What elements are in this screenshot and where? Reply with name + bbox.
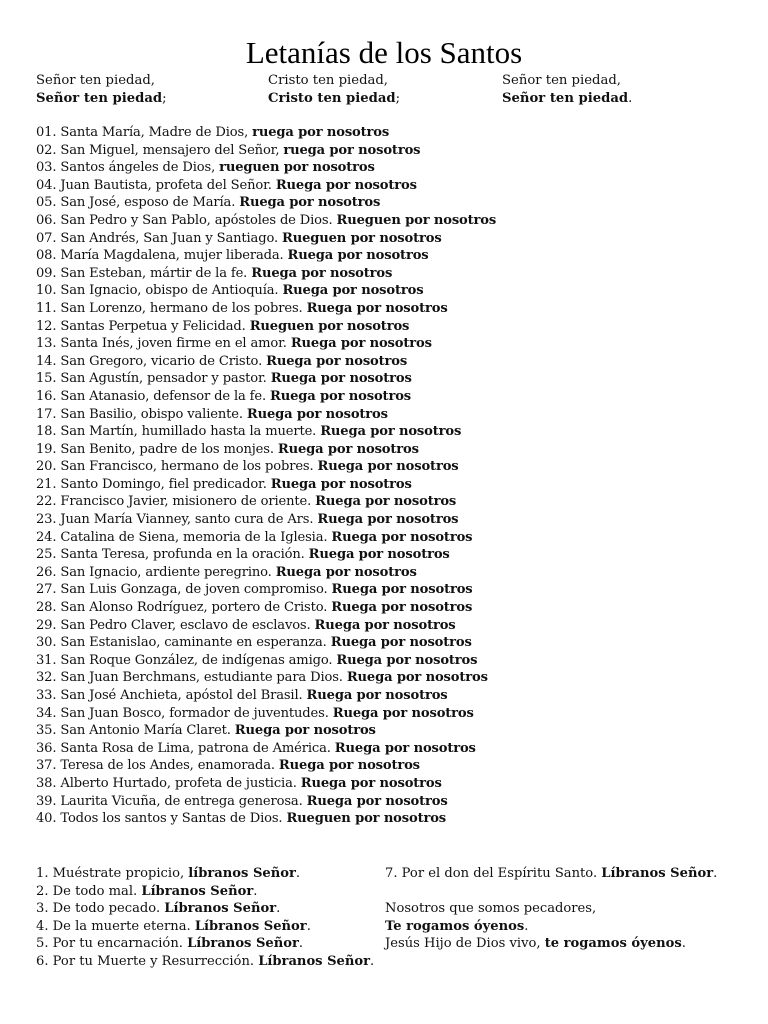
litany-response: Ruega por nosotros <box>308 547 450 563</box>
kyrie-response: Señor ten piedad <box>502 91 629 106</box>
petition-response: Líbranos Señor <box>187 936 299 952</box>
petition-text: 1. Muéstrate propicio, <box>36 866 189 881</box>
litany-response: Ruega por nosotros <box>330 635 472 651</box>
kyrie-column-1 <box>36 72 167 108</box>
spacer <box>385 883 717 901</box>
petition-response: Líbranos Señor <box>194 918 307 934</box>
litany-item <box>36 212 496 230</box>
jesus-text: Jesús Hijo de Dios vivo, <box>385 936 545 952</box>
litany-text: 12. Santas Perpetua y Felicidad. <box>36 318 250 334</box>
petition-item <box>36 900 374 918</box>
litany-item <box>36 617 496 635</box>
petition-text: 6. Por tu Muerte y Resurrección. <box>36 953 259 969</box>
petition-item <box>36 883 374 901</box>
litany-response: Ruega por nosotros <box>290 336 432 352</box>
litany-text: 10. San Ignacio, obispo de Antioquía. <box>36 283 283 299</box>
petition-punct: . <box>253 883 258 899</box>
litany-item <box>36 546 496 564</box>
litany-text: 27. San Luis Gonzaga, de joven compromiso. <box>36 582 332 598</box>
litany-response: Ruega por nosotros <box>320 424 462 440</box>
litany-text: 19. San Benito, padre de los monjes. <box>36 441 278 457</box>
litany-text: 23. Juan María Vianney, santo cura de Ars. <box>36 512 318 528</box>
litany-response: Ruega por nosotros <box>306 793 448 809</box>
litany-text: 08. María Magdalena, mujer liberada. <box>36 248 288 264</box>
litany-response: Ruega por nosotros <box>234 723 376 739</box>
litany-text: 22. Francisco Javier, misionero de oriente. <box>36 494 316 510</box>
litany-item <box>36 406 496 424</box>
litany-item <box>36 564 496 582</box>
litany-response: Rueguen por nosotros <box>249 318 410 334</box>
litany-text: 20. San Francisco, hermano de los pobres. <box>36 459 318 475</box>
litany-text: 32. San Juan Berchmans, estudiante para Dios. <box>36 670 347 686</box>
litany-item <box>36 388 496 406</box>
sinners-response-line <box>385 918 717 936</box>
litany-item <box>36 335 496 353</box>
litany-text: 26. San Ignacio, ardiente peregrino. <box>36 564 276 580</box>
litany-response: Ruega por nosotros <box>239 195 381 211</box>
petition-response: Líbranos Señor <box>601 866 714 881</box>
litany-text: 24. Catalina de Siena, memoria de la Iglesia. <box>36 529 332 545</box>
litany-item <box>36 318 496 336</box>
litany-item <box>36 669 496 687</box>
litany-text: 25. Santa Teresa, profunda en la oración. <box>36 547 309 563</box>
litany-text: 34. San Juan Bosco, formador de juventudes. <box>36 705 333 721</box>
litany-response: Rueguen por nosotros <box>336 212 497 228</box>
kyrie-call: Señor ten piedad, <box>36 73 155 88</box>
litany-item <box>36 370 496 388</box>
petition-punct: . <box>276 901 281 917</box>
page-title: Letanías de los Santos <box>245 35 523 70</box>
litany-item <box>36 353 496 371</box>
litany-text: 14. San Gregoro, vicario de Cristo. <box>36 353 267 369</box>
kyrie-response-line <box>268 90 400 108</box>
litany-item <box>36 511 496 529</box>
litany-item <box>36 740 496 758</box>
petition-item <box>36 918 374 936</box>
litany-text: 28. San Alonso Rodríguez, portero de Cristo. <box>36 600 332 616</box>
jesus-response: te rogamos óyenos <box>544 936 682 952</box>
litany-item <box>36 599 496 617</box>
litany-response: ruega por nosotros <box>252 125 390 140</box>
litany-response: Ruega por nosotros <box>331 529 473 545</box>
litany-item <box>36 810 496 828</box>
litany-item <box>36 705 496 723</box>
kyrie-punct: . <box>628 91 633 106</box>
litany-item <box>36 300 496 318</box>
litany-text: 16. San Atanasio, defensor de la fe. <box>36 388 271 404</box>
litany-item <box>36 441 496 459</box>
petition-text: 3. De todo pecado. <box>36 901 165 917</box>
litany-text: 36. Santa Rosa de Lima, patrona de América. <box>36 740 335 756</box>
litany-text: 06. San Pedro y San Pablo, apóstoles de Dios. <box>36 212 337 228</box>
litany-item <box>36 265 496 283</box>
litany-response: Ruega por nosotros <box>275 564 417 580</box>
litany-text: 40. Todos los santos y Santas de Dios. <box>36 811 287 827</box>
kyrie-response: Señor ten piedad <box>36 91 163 106</box>
petition-punct: . <box>295 866 301 881</box>
petition-text: 4. De la muerte eterna. <box>36 918 195 934</box>
litany-item <box>36 247 496 265</box>
petition-text: 7. Por el don del Espíritu Santo. <box>385 866 602 881</box>
litany-response: Ruega por nosotros <box>332 705 474 721</box>
litany-text: 02. San Miguel, mensajero del Señor, <box>36 142 284 158</box>
litany-response: Ruega por nosotros <box>331 582 473 598</box>
litany-response: Ruega por nosotros <box>266 353 408 369</box>
litany-item <box>36 634 496 652</box>
litany-item <box>36 652 496 670</box>
litany-item <box>36 142 496 160</box>
litany-text: 29. San Pedro Claver, esclavo de esclavos. <box>36 617 315 633</box>
litany-response: Ruega por nosotros <box>317 459 459 475</box>
litany-item <box>36 775 496 793</box>
litany-text: 07. San Andrés, San Juan y Santiago. <box>36 230 282 246</box>
litany-response: Ruega por nosotros <box>317 512 459 528</box>
litany-text: 35. San Antonio María Claret. <box>36 723 235 739</box>
litany-item <box>36 529 496 547</box>
litany-response: Ruega por nosotros <box>315 494 457 510</box>
litany-response: rueguen por nosotros <box>219 160 375 176</box>
litany-text: 17. San Basilio, obispo valiente. <box>36 406 247 422</box>
litany-text: 03. Santos ángeles de Dios, <box>36 160 220 176</box>
litany-response: Ruega por nosotros <box>251 265 393 281</box>
litany-item <box>36 581 496 599</box>
kyrie-response-line <box>36 90 167 108</box>
litany-response: Ruega por nosotros <box>346 670 488 686</box>
litany-response: Ruega por nosotros <box>282 283 424 299</box>
petition-punct: . <box>370 953 375 969</box>
litany-text: 05. San José, esposo de María. <box>36 195 240 211</box>
litany-text: 11. San Lorenzo, hermano de los pobres. <box>36 300 307 316</box>
litany-response: Ruega por nosotros <box>314 617 456 633</box>
sinners-response: Te rogamos óyenos <box>385 918 525 934</box>
petition-response: Líbranos Señor <box>258 953 371 969</box>
petition-response: Líbranos Señor <box>141 883 254 899</box>
litany-text: 39. Laurita Vicuña, de entrega generosa. <box>36 793 307 809</box>
litany-item <box>36 458 496 476</box>
litany-text: 15. San Agustín, pensador y pastor. <box>36 371 271 387</box>
kyrie-punct: ; <box>162 91 167 106</box>
litany-response: Ruega por nosotros <box>300 775 442 791</box>
litany-item <box>36 423 496 441</box>
litany-text: 37. Teresa de los Andes, enamorada. <box>36 758 279 774</box>
litany-response: ruega por nosotros <box>283 142 421 158</box>
petition-item <box>36 865 374 883</box>
petition-response: líbranos Señor <box>188 866 296 881</box>
litany-item <box>36 230 496 248</box>
petitions-left <box>36 865 374 971</box>
litany-response: Ruega por nosotros <box>306 300 448 316</box>
petition-text: 5. Por tu encarnación. <box>36 936 188 952</box>
litany-response: Ruega por nosotros <box>336 652 478 668</box>
petition-punct: . <box>713 866 718 881</box>
litany-item <box>36 793 496 811</box>
litany-response: Ruega por nosotros <box>270 476 412 492</box>
litany-text: 13. Santa Inés, joven firme en el amor. <box>36 336 291 352</box>
litany-text: 01. Santa María, Madre de Dios, <box>36 125 253 140</box>
litany-response: Ruega por nosotros <box>277 441 419 457</box>
jesus-punct: . <box>681 936 686 952</box>
litany-response: Ruega por nosotros <box>270 371 412 387</box>
litany-text: 04. Juan Bautista, profeta del Señor. <box>36 177 276 193</box>
petition-item <box>385 865 717 883</box>
petitions-right <box>385 865 717 953</box>
litany-item <box>36 159 496 177</box>
petition-text: 2. De todo mal. <box>36 883 142 899</box>
petition-item <box>36 935 374 953</box>
litany-response: Ruega por nosotros <box>270 388 412 404</box>
petition-response: Líbranos Señor <box>164 901 277 917</box>
litany-text: 21. Santo Domingo, fiel predicador. <box>36 476 271 492</box>
kyrie-call: Cristo ten piedad, <box>268 73 389 88</box>
litany-item <box>36 177 496 195</box>
litany-item <box>36 757 496 775</box>
litany-text: 09. San Esteban, mártir de la fe. <box>36 265 252 281</box>
litany-response: Ruega por nosotros <box>278 758 420 774</box>
kyrie-column-2 <box>268 72 400 108</box>
kyrie-column-3 <box>502 72 632 108</box>
litany-text: 33. San José Anchieta, apóstol del Brasil. <box>36 688 307 703</box>
litany-response: Ruega por nosotros <box>287 248 429 264</box>
litany-item <box>36 282 496 300</box>
sinners-punct: . <box>524 918 529 934</box>
kyrie-call: Señor ten piedad, <box>502 73 621 88</box>
litany-text: 30. San Estanislao, caminante en esperanza. <box>36 635 331 651</box>
litany-item <box>36 476 496 494</box>
kyrie-response-line <box>502 90 632 108</box>
litany-list <box>36 124 496 828</box>
litany-response: Rueguen por nosotros <box>281 230 442 246</box>
litany-text: 38. Alberto Hurtado, profeta de justicia. <box>36 775 301 791</box>
petition-punct: . <box>306 918 311 934</box>
litany-response: Ruega por nosotros <box>306 688 448 703</box>
litany-text: 18. San Martín, humillado hasta la muerte. <box>36 424 321 440</box>
sinners-call: Nosotros que somos pecadores, <box>385 901 597 917</box>
petition-punct: . <box>298 936 304 952</box>
litany-response: Ruega por nosotros <box>275 177 417 193</box>
litany-item <box>36 124 496 142</box>
petition-item <box>36 953 374 971</box>
litany-text: 31. San Roque González, de indígenas amigo. <box>36 652 337 668</box>
litany-response: Ruega por nosotros <box>334 740 476 756</box>
jesus-line <box>385 935 717 953</box>
litany-item <box>36 493 496 511</box>
litany-item <box>36 687 496 705</box>
litany-response: Ruega por nosotros <box>331 600 473 616</box>
litany-response: Rueguen por nosotros <box>286 811 447 827</box>
litany-response: Ruega por nosotros <box>246 406 388 422</box>
litany-item <box>36 194 496 212</box>
kyrie-punct: ; <box>395 91 401 106</box>
litany-item <box>36 722 496 740</box>
kyrie-response: Cristo ten piedad <box>268 91 396 106</box>
